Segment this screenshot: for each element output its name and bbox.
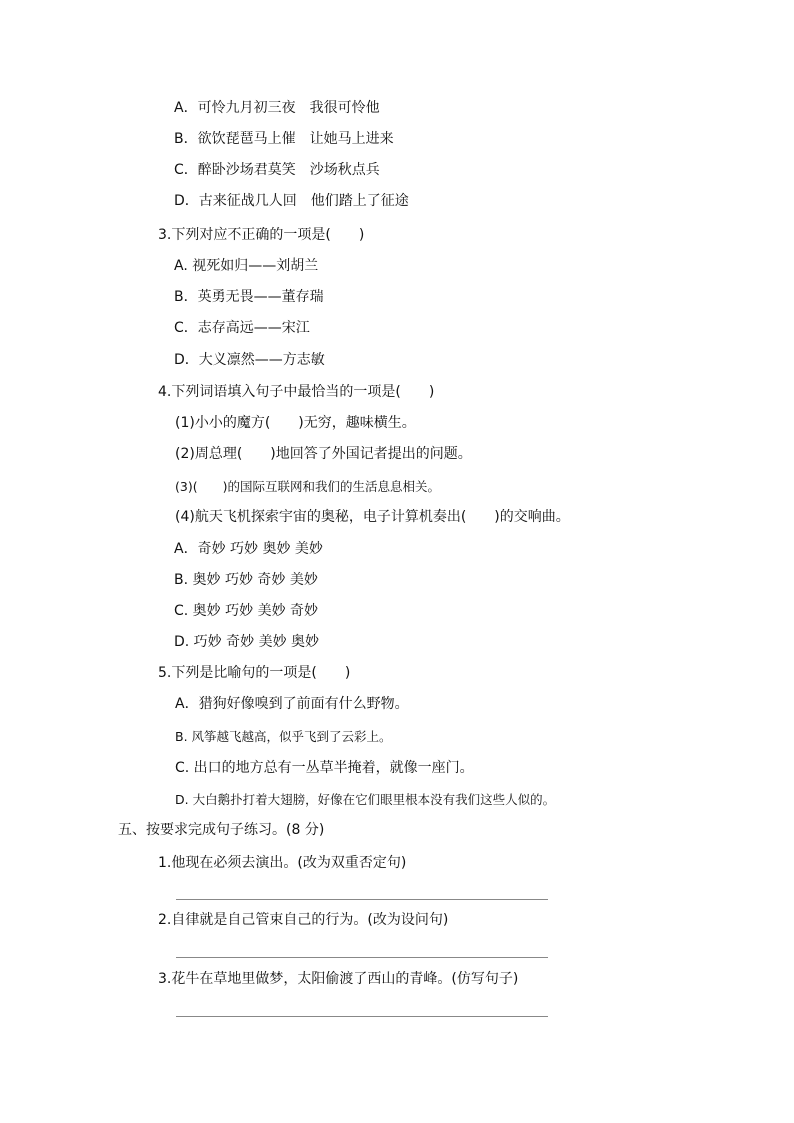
- q4-option-a: A．奇妙 巧妙 奥妙 美妙: [174, 541, 323, 557]
- q4-option-d: D. 巧妙 奇妙 美妙 奥妙: [174, 634, 320, 650]
- section5-item-2: 2.自律就是自己管束自己的行为。(改为设问句): [158, 912, 449, 928]
- q3-option-c: C．志存高远——宋江: [174, 320, 310, 336]
- q5-option-b: B. 风筝越飞越高，似乎飞到了云彩上。: [175, 729, 392, 744]
- q5-option-c: C. 出口的地方总有一丛草半掩着，就像一座门。: [175, 760, 474, 776]
- q2-option-d: D．古来征战几人回 他们踏上了征途: [174, 193, 409, 209]
- q5-option-a: A．猎狗好像嗅到了前面有什么野物。: [175, 696, 409, 712]
- q2-option-b: B．欲饮琵琶马上催 让她马上进来: [174, 131, 394, 147]
- answer-line-1[interactable]: [176, 899, 548, 900]
- q5-stem: 5.下列是比喻句的一项是( ): [158, 665, 351, 681]
- q3-option-a: A. 视死如归——刘胡兰: [174, 258, 319, 274]
- q4-sentence-4: (4)航天飞机探索宇宙的奥秘，电子计算机奏出( )的交响曲。: [175, 509, 570, 525]
- section5-item-3: 3.花牛在草地里做梦，太阳偷渡了西山的青峰。(仿写句子): [158, 971, 519, 987]
- q4-option-c: C. 奥妙 巧妙 美妙 奇妙: [174, 603, 319, 619]
- q4-sentence-1: (1)小小的魔方( )无穷，趣味横生。: [175, 415, 416, 431]
- answer-line-3[interactable]: [176, 1016, 548, 1017]
- q4-sentence-3: (3)( )的国际互联网和我们的生活息息相关。: [175, 479, 440, 494]
- q4-stem: 4.下列词语填入句子中最恰当的一项是( ): [158, 384, 435, 400]
- q5-option-d: D. 大白鹅扑打着大翅膀，好像在它们眼里根本没有我们这些人似的。: [175, 792, 556, 807]
- q4-sentence-2: (2)周总理( )地回答了外国记者提出的问题。: [175, 446, 472, 462]
- q2-option-c: C．醉卧沙场君莫笑 沙场秋点兵: [174, 162, 380, 178]
- q3-option-b: B．英勇无畏——董存瑞: [174, 289, 324, 305]
- section5-item-1: 1.他现在必须去演出。(改为双重否定句): [158, 855, 407, 871]
- q3-option-d: D．大义凛然——方志敏: [174, 352, 325, 368]
- q4-option-b: B. 奥妙 巧妙 奇妙 美妙: [174, 572, 318, 588]
- section-heading: 五、按要求完成句子练习。(8 分): [118, 822, 325, 838]
- q3-stem: 3.下列对应不正确的一项是( ): [158, 227, 365, 243]
- answer-line-2[interactable]: [176, 957, 548, 958]
- q2-option-a: A．可怜九月初三夜 我很可怜他: [174, 100, 380, 116]
